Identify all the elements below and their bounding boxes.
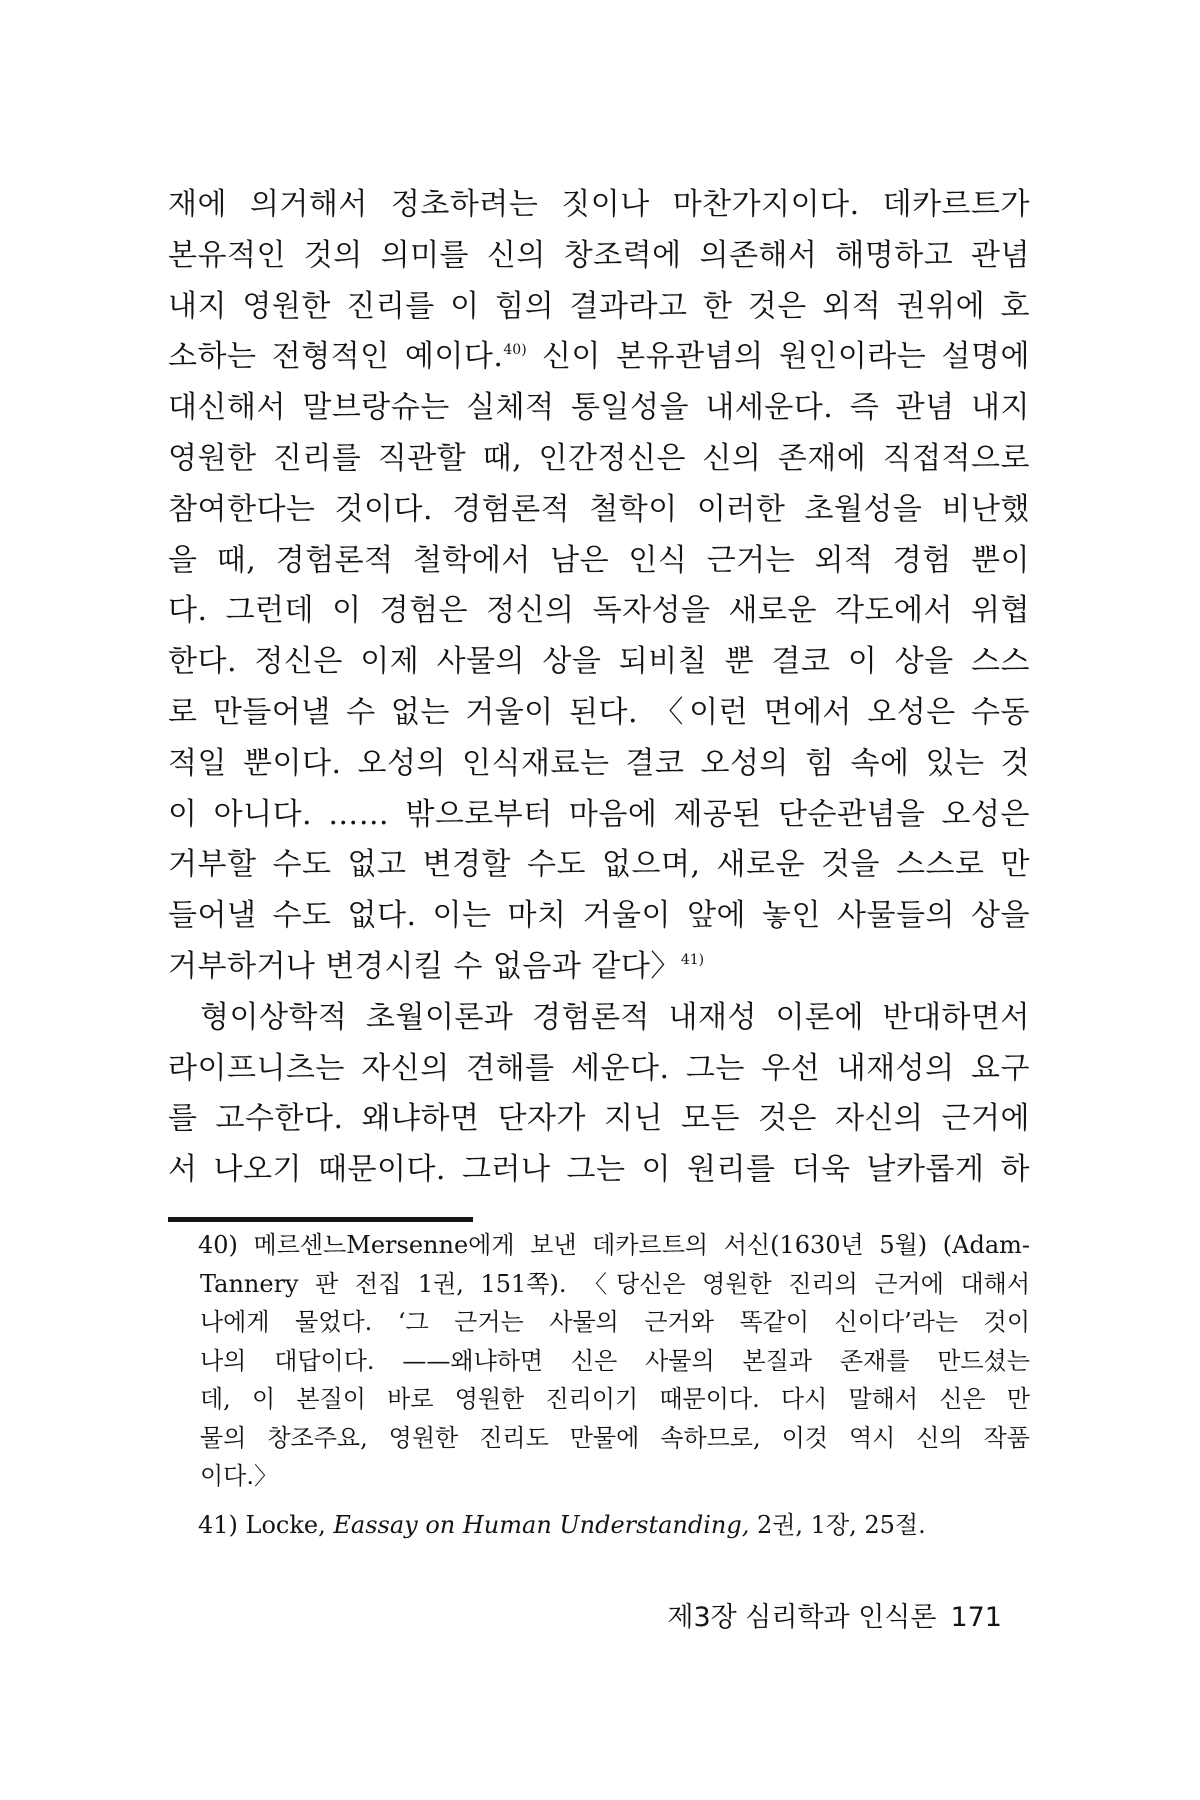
body-line: 을 때, 경험론적 철학에서 남은 인식 근거는 외적 경험 뿐이 <box>168 542 1030 578</box>
body-line: 한다. 정신은 이제 사물의 상을 되비칠 뿐 결코 이 상을 스스 <box>168 644 1030 680</box>
footnote-41 <box>168 1506 1030 1544</box>
body-line: 내지 영원한 진리를 이 힘의 결과라고 한 것은 외적 권위에 호 <box>168 288 1030 324</box>
footnote-ref-40: 40) <box>503 342 527 359</box>
footnote-41-book-title: Eassay on Human Understanding, <box>333 1511 750 1539</box>
body-line: 참여한다는 것이다. 경험론적 철학이 이러한 초월성을 비난했 <box>168 491 1030 527</box>
body-line-text: 신이 본유관념의 원인이라는 설명에 <box>526 339 1030 375</box>
body-line <box>168 942 1030 993</box>
body-line <box>168 332 1030 383</box>
body-line-text: 거부하거나 변경시킬 수 없음과 같다〉 <box>168 948 681 984</box>
footnote-line: 데, 이 본질이 바로 영원한 진리이기 때문이다. 다시 말해서 신은 만 <box>200 1385 1030 1413</box>
body-line-text: 소하는 전형적인 예이다. <box>168 339 504 375</box>
page-number: 171 <box>950 1602 1002 1633</box>
footnote-41-prefix: 41) Locke, <box>198 1511 334 1539</box>
running-footer-chapter: 제3장 심리학과 인식론 <box>667 1602 937 1633</box>
footnote-line: 이다.〉 <box>200 1462 278 1490</box>
body-line: 를 고수한다. 왜냐하면 단자가 지닌 모든 것은 자신의 근거에 <box>168 1101 1030 1137</box>
body-line: 영원한 진리를 직관할 때, 인간정신은 신의 존재에 직접적으로 <box>168 440 1030 476</box>
page-footer <box>667 1600 1002 1636</box>
body-line: 거부할 수도 없고 변경할 수도 없으며, 새로운 것을 스스로 만 <box>168 847 1030 883</box>
body-line: 라이프니츠는 자신의 견해를 세운다. 그는 우선 내재성의 요구 <box>168 1050 1030 1086</box>
footnote-line: 물의 창조주요, 영원한 진리도 만물에 속하므로, 이것 역시 신의 작품 <box>200 1423 1030 1452</box>
body-line: 서 나오기 때문이다. 그러나 그는 이 원리를 더욱 날카롭게 하 <box>168 1152 1030 1188</box>
footnote-40 <box>168 1226 1030 1496</box>
footnote-line: 40) 메르센느Mersenne에게 보낸 데카르트의 서신(1630년 5월) (Adam- <box>198 1231 1030 1259</box>
body-line: 다. 그런데 이 경험은 정신의 독자성을 새로운 각도에서 위협 <box>168 593 1030 629</box>
footnote-line: Tannery 판 전집 1권, 151쪽). 〈당신은 영원한 진리의 근거에 대해서 <box>200 1269 1030 1298</box>
paragraph-start-line: 형이상학적 초월이론과 경험론적 내재성 이론에 반대하면서 <box>200 999 1030 1035</box>
footnote-line: 나의 대답이다. ——왜냐하면 신은 사물의 본질과 존재를 만드셨는 <box>200 1346 1030 1375</box>
body-line: 재에 의거해서 정초하려는 짓이나 마찬가지이다. 데카르트가 <box>168 187 1030 222</box>
body-line: 로 만들어낼 수 없는 거울이 된다. 〈이런 면에서 오성은 수동 <box>168 694 1030 730</box>
footnote-ref-41: 41) <box>680 951 705 968</box>
footnote-line: 나에게 물었다. ‘그 근거는 사물의 근거와 똑같이 신이다’라는 것이 <box>200 1308 1030 1336</box>
body-line: 본유적인 것의 의미를 신의 창조력에 의존해서 해명하고 관념 <box>168 237 1030 273</box>
footnote-separator-rule <box>168 1217 473 1222</box>
body-line: 적일 뿐이다. 오성의 인식재료는 결코 오성의 힘 속에 있는 것 <box>168 745 1030 781</box>
body-line: 이 아니다. …… 밖으로부터 마음에 제공된 단순관념을 오성은 <box>168 796 1030 832</box>
main-body-text <box>168 180 1030 1196</box>
body-line: 대신해서 말브랑슈는 실체적 통일성을 내세운다. 즉 관념 내지 <box>168 390 1030 426</box>
footnote-41-suffix: 2권, 1장, 25절. <box>749 1511 926 1539</box>
body-line: 들어낼 수도 없다. 이는 마치 거울이 앞에 놓인 사물들의 상을 <box>168 898 1030 934</box>
